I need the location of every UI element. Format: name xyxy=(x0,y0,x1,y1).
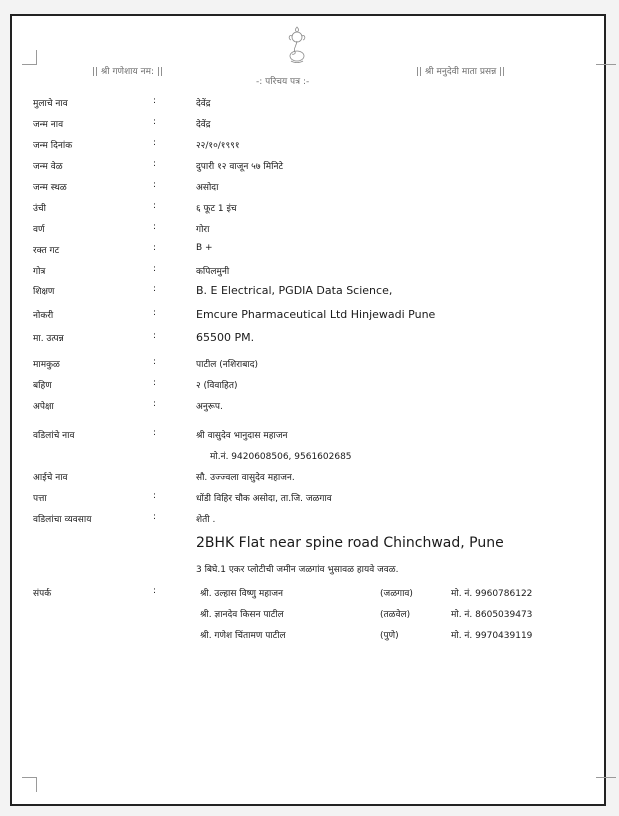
field-colon: : xyxy=(153,512,157,522)
contact-place: (तळवेल) xyxy=(380,610,411,620)
field-row-job xyxy=(0,308,619,324)
field-colon: : xyxy=(153,331,157,341)
field-label: रक्त गट xyxy=(33,246,60,256)
field-label: नोकरी xyxy=(33,311,54,321)
field-row-birth-place xyxy=(0,180,619,196)
field-colon: : xyxy=(153,586,157,596)
field-label: मा. उत्पन्न xyxy=(33,334,64,344)
contact-row-0 xyxy=(0,586,619,602)
header-right-invocation: || श्री मनुदेवी माता प्रसन्न || xyxy=(416,67,506,77)
field-colon: : xyxy=(153,264,157,274)
field-value: देवेंद्र xyxy=(196,99,211,109)
contact-name: श्री. उल्हास विष्णु महाजन xyxy=(200,589,284,599)
field-row-height xyxy=(0,201,619,217)
field-label: वडिलांचे नाव xyxy=(33,431,75,441)
field-colon: : xyxy=(153,399,157,409)
field-colon: : xyxy=(153,222,157,232)
field-row-blood-group xyxy=(0,243,619,259)
property-flat-text: 2BHK Flat near spine road Chinchwad, Pune xyxy=(196,535,504,551)
field-label: जन्म नाव xyxy=(33,120,64,130)
field-row-birth-time xyxy=(0,159,619,175)
crop-mark-bottom-left xyxy=(22,777,37,792)
contact-phone: मो. नं. 9960786122 xyxy=(451,589,533,599)
field-value: B + xyxy=(196,243,213,253)
header-title: -: परिचय पत्र :- xyxy=(256,77,310,87)
field-value: धोंडी विहिर चौक असोदा, ता.जि. जळगाव xyxy=(196,494,332,504)
field-value: ६ फूट 1 इंच xyxy=(196,204,237,214)
field-colon: : xyxy=(153,180,157,190)
field-row-sister xyxy=(0,378,619,394)
field-row-name xyxy=(0,96,619,112)
contact-place: (जळगाव) xyxy=(380,589,413,599)
field-value: शेती . xyxy=(196,515,216,525)
contact-name: श्री. गणेश चिंतामण पाटील xyxy=(200,631,286,641)
field-label: वडिलांचा व्यवसाय xyxy=(33,515,92,525)
field-colon: : xyxy=(153,138,157,148)
field-value: दुपारी १२ वाजून ५७ मिनिटे xyxy=(196,162,283,172)
contact-label: संपर्क xyxy=(33,589,52,599)
field-value: श्री वासुदेव भानुदास महाजन xyxy=(196,431,288,441)
field-label: आईचे नाव xyxy=(33,473,68,483)
field-label: शिक्षण xyxy=(33,287,55,297)
field-label: जन्म स्थळ xyxy=(33,183,67,193)
field-value: २ (विवाहित) xyxy=(196,381,238,391)
contact-place: (पुणे) xyxy=(380,631,399,641)
father-mobile-numbers: मो.नं. 9420608506, 9561602685 xyxy=(210,452,352,462)
field-label: वर्ण xyxy=(33,225,45,235)
field-label: जन्म दिनांक xyxy=(33,141,73,151)
field-colon: : xyxy=(153,159,157,169)
field-row-father-occupation xyxy=(0,512,619,528)
field-label: अपेक्षा xyxy=(33,402,54,412)
field-colon: : xyxy=(153,284,157,294)
field-row-education xyxy=(0,284,619,300)
field-row-gotra xyxy=(0,264,619,280)
field-colon: : xyxy=(153,308,157,318)
contact-phone: मो. नं. 9970439119 xyxy=(451,631,533,641)
field-colon: : xyxy=(153,428,157,438)
field-row-mother-name xyxy=(0,470,619,486)
field-value: पाटील (नशिराबाद) xyxy=(196,360,259,370)
property-land-text: 3 बिघे.1 एकर प्लोटीची जमीन जळगांव भुसावळ हायवे जवळ. xyxy=(196,565,399,575)
field-colon: : xyxy=(153,357,157,367)
field-colon: : xyxy=(153,243,157,253)
field-label: जन्म वेळ xyxy=(33,162,63,172)
field-row-expectation xyxy=(0,399,619,415)
field-row-father-name xyxy=(0,428,619,444)
field-value: २२/१०/१९९१ xyxy=(196,141,240,151)
field-colon: : xyxy=(153,117,157,127)
contact-row-2 xyxy=(0,628,619,644)
field-colon: : xyxy=(153,201,157,211)
field-row-birth-name xyxy=(0,117,619,133)
field-colon: : xyxy=(153,491,157,501)
contact-phone: मो. नं. 8605039473 xyxy=(451,610,533,620)
property-row-land xyxy=(0,562,619,578)
field-value: Emcure Pharmaceutical Ltd Hinjewadi Pune xyxy=(196,308,436,321)
contact-row-1 xyxy=(0,607,619,623)
field-row-birth-date xyxy=(0,138,619,154)
field-label: बहिण xyxy=(33,381,52,391)
field-value: असोदा xyxy=(196,183,219,193)
field-row-address xyxy=(0,491,619,507)
field-label: गोत्र xyxy=(33,267,46,277)
field-row-complexion xyxy=(0,222,619,238)
field-value: देवेंद्र xyxy=(196,120,211,130)
field-label: मामकुळ xyxy=(33,360,60,370)
header-left-invocation: || श्री गणेशाय नम: || xyxy=(92,67,163,77)
field-label: उंची xyxy=(33,204,46,214)
field-value: सौ. उज्ज्वला वासुदेव महाजन. xyxy=(196,473,295,483)
field-value: गोरा xyxy=(196,225,210,235)
field-row-income xyxy=(0,331,619,347)
field-value: अनुरूप. xyxy=(196,402,223,412)
crop-mark-top-left xyxy=(22,50,37,65)
field-value: कपिलमुनी xyxy=(196,267,230,277)
property-row-flat xyxy=(0,535,619,551)
field-label: मुलाचे नाव xyxy=(33,99,68,109)
field-value: 65500 PM. xyxy=(196,331,255,344)
ganesh-icon xyxy=(286,25,308,65)
contact-name: श्री. ज्ञानदेव किसन पाटील xyxy=(200,610,284,620)
field-label: पत्ता xyxy=(33,494,47,504)
field-colon: : xyxy=(153,96,157,106)
field-colon: : xyxy=(153,378,157,388)
field-value: B. E Electrical, PGDIA Data Science, xyxy=(196,284,393,297)
field-row-maternal-family xyxy=(0,357,619,373)
crop-mark-bottom-right xyxy=(596,777,616,792)
crop-mark-top-right xyxy=(596,50,616,65)
